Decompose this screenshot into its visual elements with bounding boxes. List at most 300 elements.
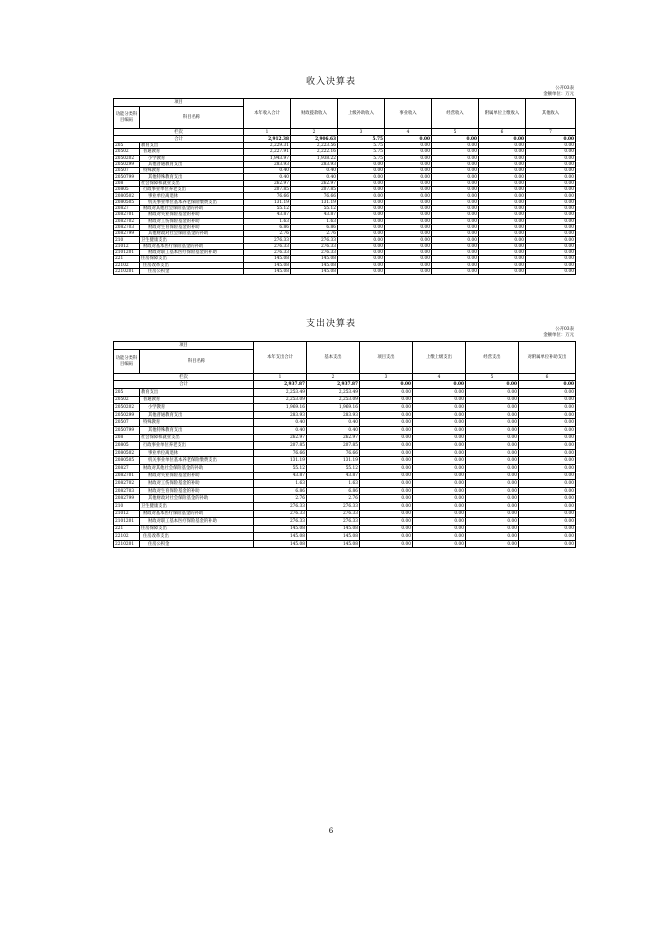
row-value: 2,253.49: [307, 389, 360, 397]
income-code-header: 功能分类科目编码: [114, 107, 140, 129]
row-value: 262.97: [307, 434, 360, 442]
row-value: 0.00: [519, 411, 576, 419]
row-value: 0.00: [413, 464, 466, 472]
row-code: 210: [114, 237, 140, 243]
row-code: 205: [114, 389, 140, 397]
row-value: 0.40: [291, 168, 338, 174]
row-value: 0.00: [519, 533, 576, 541]
row-code: 2050202: [114, 404, 140, 412]
expense-col-number: 5: [466, 374, 519, 381]
row-code: 2082702: [114, 218, 140, 224]
row-value: 0.00: [338, 250, 385, 256]
row-value: 0.00: [466, 449, 519, 457]
row-value: 5.75: [338, 149, 385, 155]
row-value: 0.00: [479, 205, 526, 211]
row-code: 2082799: [114, 495, 140, 503]
row-value: 1.63: [307, 480, 360, 488]
row-value: 1,969.16: [307, 404, 360, 412]
row-value: 0.00: [338, 243, 385, 249]
row-value: 0.00: [519, 540, 576, 548]
row-value: 0.00: [466, 540, 519, 548]
row-code: 22102: [114, 262, 140, 268]
row-value: 0.00: [526, 231, 576, 237]
table-row: [114, 434, 576, 442]
table-row: [114, 404, 576, 412]
row-value: 2,229.31: [244, 143, 291, 149]
row-value: 262.97: [254, 434, 307, 442]
row-name: 其他特殊教育支出: [140, 426, 254, 434]
row-value: 283.93: [307, 411, 360, 419]
row-value: 0.00: [413, 510, 466, 518]
row-value: 145.08: [244, 256, 291, 262]
row-value: 145.08: [244, 268, 291, 274]
row-value: 0.00: [338, 262, 385, 268]
row-value: 43.87: [244, 212, 291, 218]
expense-col-number: 3: [360, 374, 413, 381]
row-value: 0.00: [519, 487, 576, 495]
row-code: 208: [114, 180, 140, 186]
row-value: 0.00: [526, 262, 576, 268]
row-value: 0.00: [432, 174, 479, 180]
row-value: 0.00: [338, 174, 385, 180]
row-value: 276.33: [254, 502, 307, 510]
row-value: 0.00: [526, 168, 576, 174]
expense-col-header: 经营支出: [466, 342, 519, 374]
row-value: 0.00: [479, 161, 526, 167]
row-value: 283.93: [244, 161, 291, 167]
income-total-value: 0.00: [385, 136, 432, 143]
row-value: 145.08: [291, 262, 338, 268]
table-row: [114, 457, 576, 465]
row-value: 145.08: [291, 256, 338, 262]
expense-col-number: 2: [307, 374, 360, 381]
expense-col-number: 6: [519, 374, 576, 381]
expense-total-value: 2,937.87: [307, 381, 360, 389]
row-value: 276.33: [244, 243, 291, 249]
row-value: 0.00: [432, 231, 479, 237]
row-value: 0.00: [479, 143, 526, 149]
row-code: 20827: [114, 205, 140, 211]
row-value: 0.00: [519, 495, 576, 503]
row-value: 131.19: [254, 457, 307, 465]
row-value: 0.00: [338, 199, 385, 205]
table-row: [114, 487, 576, 495]
row-name: 住房改革支出: [140, 533, 254, 541]
row-value: 6.86: [291, 224, 338, 230]
row-value: 0.00: [466, 419, 519, 427]
row-value: 0.00: [385, 237, 432, 243]
row-value: 0.00: [526, 174, 576, 180]
row-name: 普通教育: [140, 149, 244, 155]
row-name: 财政对职工基本医疗保险基金的补助: [140, 518, 254, 526]
row-value: 0.00: [432, 256, 479, 262]
row-value: 0.00: [526, 193, 576, 199]
row-value: 0.00: [519, 434, 576, 442]
expense-total-value: 0.00: [413, 381, 466, 389]
row-value: 0.00: [466, 389, 519, 397]
row-value: 0.00: [479, 218, 526, 224]
row-value: 145.08: [254, 525, 307, 533]
row-code: 2082701: [114, 212, 140, 218]
income-col-header: 其他收入: [526, 99, 576, 129]
income-col-number: 6: [479, 129, 526, 136]
row-value: 0.00: [466, 533, 519, 541]
row-value: 0.40: [291, 174, 338, 180]
row-name: 其他普通教育支出: [140, 411, 254, 419]
row-value: 0.00: [360, 434, 413, 442]
row-name: 财政对生育保险基金的补助: [140, 224, 244, 230]
row-code: 20805: [114, 442, 140, 450]
row-value: 276.33: [307, 518, 360, 526]
row-value: 0.00: [466, 510, 519, 518]
row-code: 2050299: [114, 161, 140, 167]
row-value: 0.00: [519, 518, 576, 526]
income-col-header: 本年收入合计: [244, 99, 291, 129]
row-name: 财政对生育保险基金的补助: [140, 487, 254, 495]
expense-table: [113, 341, 576, 548]
table-row: [114, 525, 576, 533]
row-name: 普通教育: [140, 396, 254, 404]
table-row: [114, 518, 576, 526]
row-value: 276.33: [254, 510, 307, 518]
row-value: 2.76: [254, 495, 307, 503]
row-value: 0.00: [413, 487, 466, 495]
row-value: 0.00: [338, 180, 385, 186]
row-value: 0.40: [244, 168, 291, 174]
row-value: 0.00: [360, 442, 413, 450]
row-value: 262.97: [244, 180, 291, 186]
row-value: 2.76: [244, 231, 291, 237]
row-value: 0.00: [432, 193, 479, 199]
expense-title: 支出决算表: [305, 319, 356, 329]
row-value: 0.00: [466, 442, 519, 450]
row-value: 0.00: [360, 457, 413, 465]
row-value: 0.00: [466, 525, 519, 533]
row-value: 1.63: [291, 218, 338, 224]
table-row: [114, 464, 576, 472]
row-value: 0.00: [360, 480, 413, 488]
row-value: 0.00: [413, 396, 466, 404]
income-col-header: 事业收入: [385, 99, 432, 129]
row-value: 0.40: [244, 174, 291, 180]
row-value: 0.00: [413, 525, 466, 533]
row-value: 0.00: [338, 168, 385, 174]
row-value: 276.33: [291, 243, 338, 249]
row-value: 0.00: [432, 224, 479, 230]
expense-col-number: 4: [413, 374, 466, 381]
row-code: 20507: [114, 419, 140, 427]
row-value: 0.00: [413, 533, 466, 541]
row-value: 276.33: [244, 250, 291, 256]
row-value: 0.00: [360, 495, 413, 503]
row-value: 0.00: [479, 256, 526, 262]
row-value: 0.00: [360, 540, 413, 548]
row-value: 276.33: [307, 502, 360, 510]
row-code: 2082703: [114, 224, 140, 230]
row-value: 0.00: [479, 237, 526, 243]
row-value: 0.00: [385, 231, 432, 237]
row-value: 0.00: [526, 224, 576, 230]
income-total-value: 0.00: [526, 136, 576, 143]
row-value: 0.00: [432, 205, 479, 211]
row-value: 0.00: [479, 174, 526, 180]
row-value: 0.00: [432, 168, 479, 174]
row-value: 0.00: [385, 143, 432, 149]
row-value: 0.00: [466, 396, 519, 404]
table-row: [114, 472, 576, 480]
row-code: 2082702: [114, 480, 140, 488]
row-value: 43.87: [291, 212, 338, 218]
row-value: 0.00: [360, 533, 413, 541]
row-value: 55.12: [291, 205, 338, 211]
income-col-header: 上级补助收入: [338, 99, 385, 129]
row-value: 0.00: [479, 250, 526, 256]
income-col-header: 附属单位上缴收入: [479, 99, 526, 129]
row-code: 2080505: [114, 199, 140, 205]
income-table: [113, 98, 576, 275]
row-value: 0.00: [432, 161, 479, 167]
row-value: 0.40: [254, 426, 307, 434]
row-value: 0.00: [413, 518, 466, 526]
row-value: 0.00: [519, 480, 576, 488]
row-name: 财政对工伤保险基金的补助: [140, 480, 254, 488]
row-value: 0.00: [385, 262, 432, 268]
row-name: 教育支出: [140, 389, 254, 397]
income-col-number: 2: [291, 129, 338, 136]
row-value: 0.00: [519, 419, 576, 427]
row-code: 2082799: [114, 231, 140, 237]
row-value: 0.00: [466, 495, 519, 503]
row-name: 卫生健康支出: [140, 502, 254, 510]
row-code: 2050299: [114, 411, 140, 419]
row-value: 0.00: [479, 224, 526, 230]
expense-project-header: 项目: [114, 342, 254, 350]
row-value: 131.19: [291, 199, 338, 205]
row-name: 事业单位离退休: [140, 449, 254, 457]
row-value: 283.93: [254, 411, 307, 419]
row-value: 0.00: [360, 396, 413, 404]
row-value: 0.00: [338, 161, 385, 167]
expense-col-header: 对附属单位补助支出: [519, 342, 576, 374]
row-value: 0.00: [432, 212, 479, 218]
row-value: 0.00: [526, 205, 576, 211]
row-value: 0.00: [432, 237, 479, 243]
income-col-number: 1: [244, 129, 291, 136]
income-meta: [543, 86, 574, 98]
row-value: 0.00: [466, 502, 519, 510]
table-row: [114, 389, 576, 397]
row-value: 0.00: [385, 161, 432, 167]
row-value: 0.00: [385, 218, 432, 224]
expense-total-value: 0.00: [519, 381, 576, 389]
row-value: 0.00: [338, 224, 385, 230]
row-code: 2101201: [114, 250, 140, 256]
row-value: 2,223.56: [291, 143, 338, 149]
row-value: 0.00: [479, 243, 526, 249]
row-value: 0.00: [479, 168, 526, 174]
expense-col-header: 本年支出合计: [254, 342, 307, 374]
table-row: [114, 449, 576, 457]
row-value: 0.00: [385, 187, 432, 193]
row-value: 0.00: [385, 224, 432, 230]
row-code: 20805: [114, 187, 140, 193]
row-value: 0.00: [385, 205, 432, 211]
income-col-header: 经营收入: [432, 99, 479, 129]
row-value: 207.85: [307, 442, 360, 450]
row-value: 0.00: [413, 411, 466, 419]
row-value: 0.00: [519, 404, 576, 412]
row-value: 0.00: [413, 419, 466, 427]
expense-unit: 金额单位：万元: [543, 333, 574, 338]
row-value: 0.00: [413, 434, 466, 442]
row-value: 207.85: [291, 187, 338, 193]
table-row: [114, 510, 576, 518]
row-value: 0.00: [526, 155, 576, 161]
row-value: 0.00: [466, 426, 519, 434]
row-value: 145.08: [307, 540, 360, 548]
table-row: [114, 495, 576, 503]
row-value: 76.66: [307, 449, 360, 457]
row-code: 210: [114, 502, 140, 510]
row-value: 0.00: [413, 426, 466, 434]
expense-total-value: 0.00: [360, 381, 413, 389]
income-total-value: 0.00: [432, 136, 479, 143]
row-value: 76.66: [291, 193, 338, 199]
row-value: 0.00: [432, 143, 479, 149]
row-value: 145.08: [254, 533, 307, 541]
row-value: 5.75: [338, 143, 385, 149]
row-code: 2210201: [114, 268, 140, 274]
row-value: 0.00: [479, 193, 526, 199]
expense-code-header: 功能分类科目编码: [114, 350, 140, 374]
row-name: 教育支出: [140, 143, 244, 149]
row-value: 1.63: [254, 480, 307, 488]
expense-total-label: 合计: [114, 381, 254, 389]
row-value: 283.93: [291, 161, 338, 167]
row-value: 145.08: [244, 262, 291, 268]
row-value: 2.76: [307, 495, 360, 503]
row-code: 221: [114, 256, 140, 262]
row-value: 0.00: [360, 419, 413, 427]
row-value: 0.00: [360, 487, 413, 495]
row-value: 0.40: [307, 419, 360, 427]
row-value: 0.00: [385, 168, 432, 174]
row-value: 276.33: [291, 237, 338, 243]
row-name: 住房改革支出: [140, 262, 244, 268]
row-value: 0.00: [432, 218, 479, 224]
row-value: 0.00: [385, 199, 432, 205]
row-name: 其他特殊教育支出: [140, 174, 244, 180]
row-value: 0.00: [413, 457, 466, 465]
row-value: 0.00: [466, 464, 519, 472]
row-code: 2082703: [114, 487, 140, 495]
row-name: 住房公积金: [140, 540, 254, 548]
row-name: 财政对其他社会保险基金的补助: [140, 464, 254, 472]
row-value: 0.00: [360, 449, 413, 457]
row-value: 0.00: [466, 411, 519, 419]
row-value: 0.00: [432, 262, 479, 268]
row-name: 财政对工伤保险基金的补助: [140, 218, 244, 224]
table-row: [114, 396, 576, 404]
table-row: [114, 411, 576, 419]
expense-col-header: 上缴上级支出: [413, 342, 466, 374]
expense-col-header: 项目支出: [360, 342, 413, 374]
row-value: 0.00: [413, 502, 466, 510]
row-value: 0.00: [338, 237, 385, 243]
row-value: 0.00: [526, 256, 576, 262]
row-value: 0.00: [432, 149, 479, 155]
row-value: 262.97: [291, 180, 338, 186]
row-value: 0.00: [519, 472, 576, 480]
row-value: 0.00: [479, 199, 526, 205]
row-name: 机关事业单位基本养老保险缴费支出: [140, 199, 244, 205]
row-value: 0.00: [385, 243, 432, 249]
row-value: 0.00: [466, 518, 519, 526]
expense-col-number: 1: [254, 374, 307, 381]
row-name: 住房保障支出: [140, 256, 244, 262]
row-value: 2,222.16: [291, 149, 338, 155]
row-value: 0.00: [466, 472, 519, 480]
income-total-value: 0.00: [479, 136, 526, 143]
row-value: 1,943.97: [244, 155, 291, 161]
row-value: 0.00: [385, 174, 432, 180]
row-value: 276.33: [291, 250, 338, 256]
row-value: 0.00: [526, 237, 576, 243]
row-name: 特殊教育: [140, 419, 254, 427]
row-value: 0.00: [413, 495, 466, 503]
row-value: 0.00: [519, 525, 576, 533]
row-value: 0.00: [385, 212, 432, 218]
row-name: 其他财政对社会保险基金的补助: [140, 495, 254, 503]
row-code: 21012: [114, 243, 140, 249]
expense-col-index-label: 栏次: [114, 374, 254, 381]
row-value: 6.86: [244, 224, 291, 230]
row-value: 0.00: [519, 442, 576, 450]
row-value: 131.19: [244, 199, 291, 205]
row-code: 2101201: [114, 518, 140, 526]
expense-meta: [543, 327, 574, 339]
row-value: 0.00: [360, 472, 413, 480]
row-value: 0.00: [432, 250, 479, 256]
row-value: 0.00: [385, 193, 432, 199]
row-value: 0.00: [519, 426, 576, 434]
row-value: 1.63: [244, 218, 291, 224]
row-value: 0.00: [479, 212, 526, 218]
row-value: 0.00: [432, 187, 479, 193]
row-value: 145.08: [254, 540, 307, 548]
row-code: 2050202: [114, 155, 140, 161]
row-value: 0.00: [432, 180, 479, 186]
row-value: 276.33: [307, 510, 360, 518]
row-name: 小学教育: [140, 404, 254, 412]
row-value: 0.00: [519, 510, 576, 518]
row-value: 145.08: [307, 525, 360, 533]
row-value: 55.12: [254, 464, 307, 472]
row-value: 0.40: [307, 426, 360, 434]
row-name: 行政事业单位养老支出: [140, 442, 254, 450]
row-value: 2.76: [291, 231, 338, 237]
row-value: 0.00: [360, 525, 413, 533]
expense-total-value: 2,937.87: [254, 381, 307, 389]
row-name: 财政对其他社会保险基金的补助: [140, 205, 244, 211]
row-value: 0.00: [360, 411, 413, 419]
row-value: 0.40: [254, 419, 307, 427]
row-value: 0.00: [526, 180, 576, 186]
row-value: 0.00: [526, 218, 576, 224]
row-value: 0.00: [338, 256, 385, 262]
row-code: 2080505: [114, 457, 140, 465]
row-name: 小学教育: [140, 155, 244, 161]
